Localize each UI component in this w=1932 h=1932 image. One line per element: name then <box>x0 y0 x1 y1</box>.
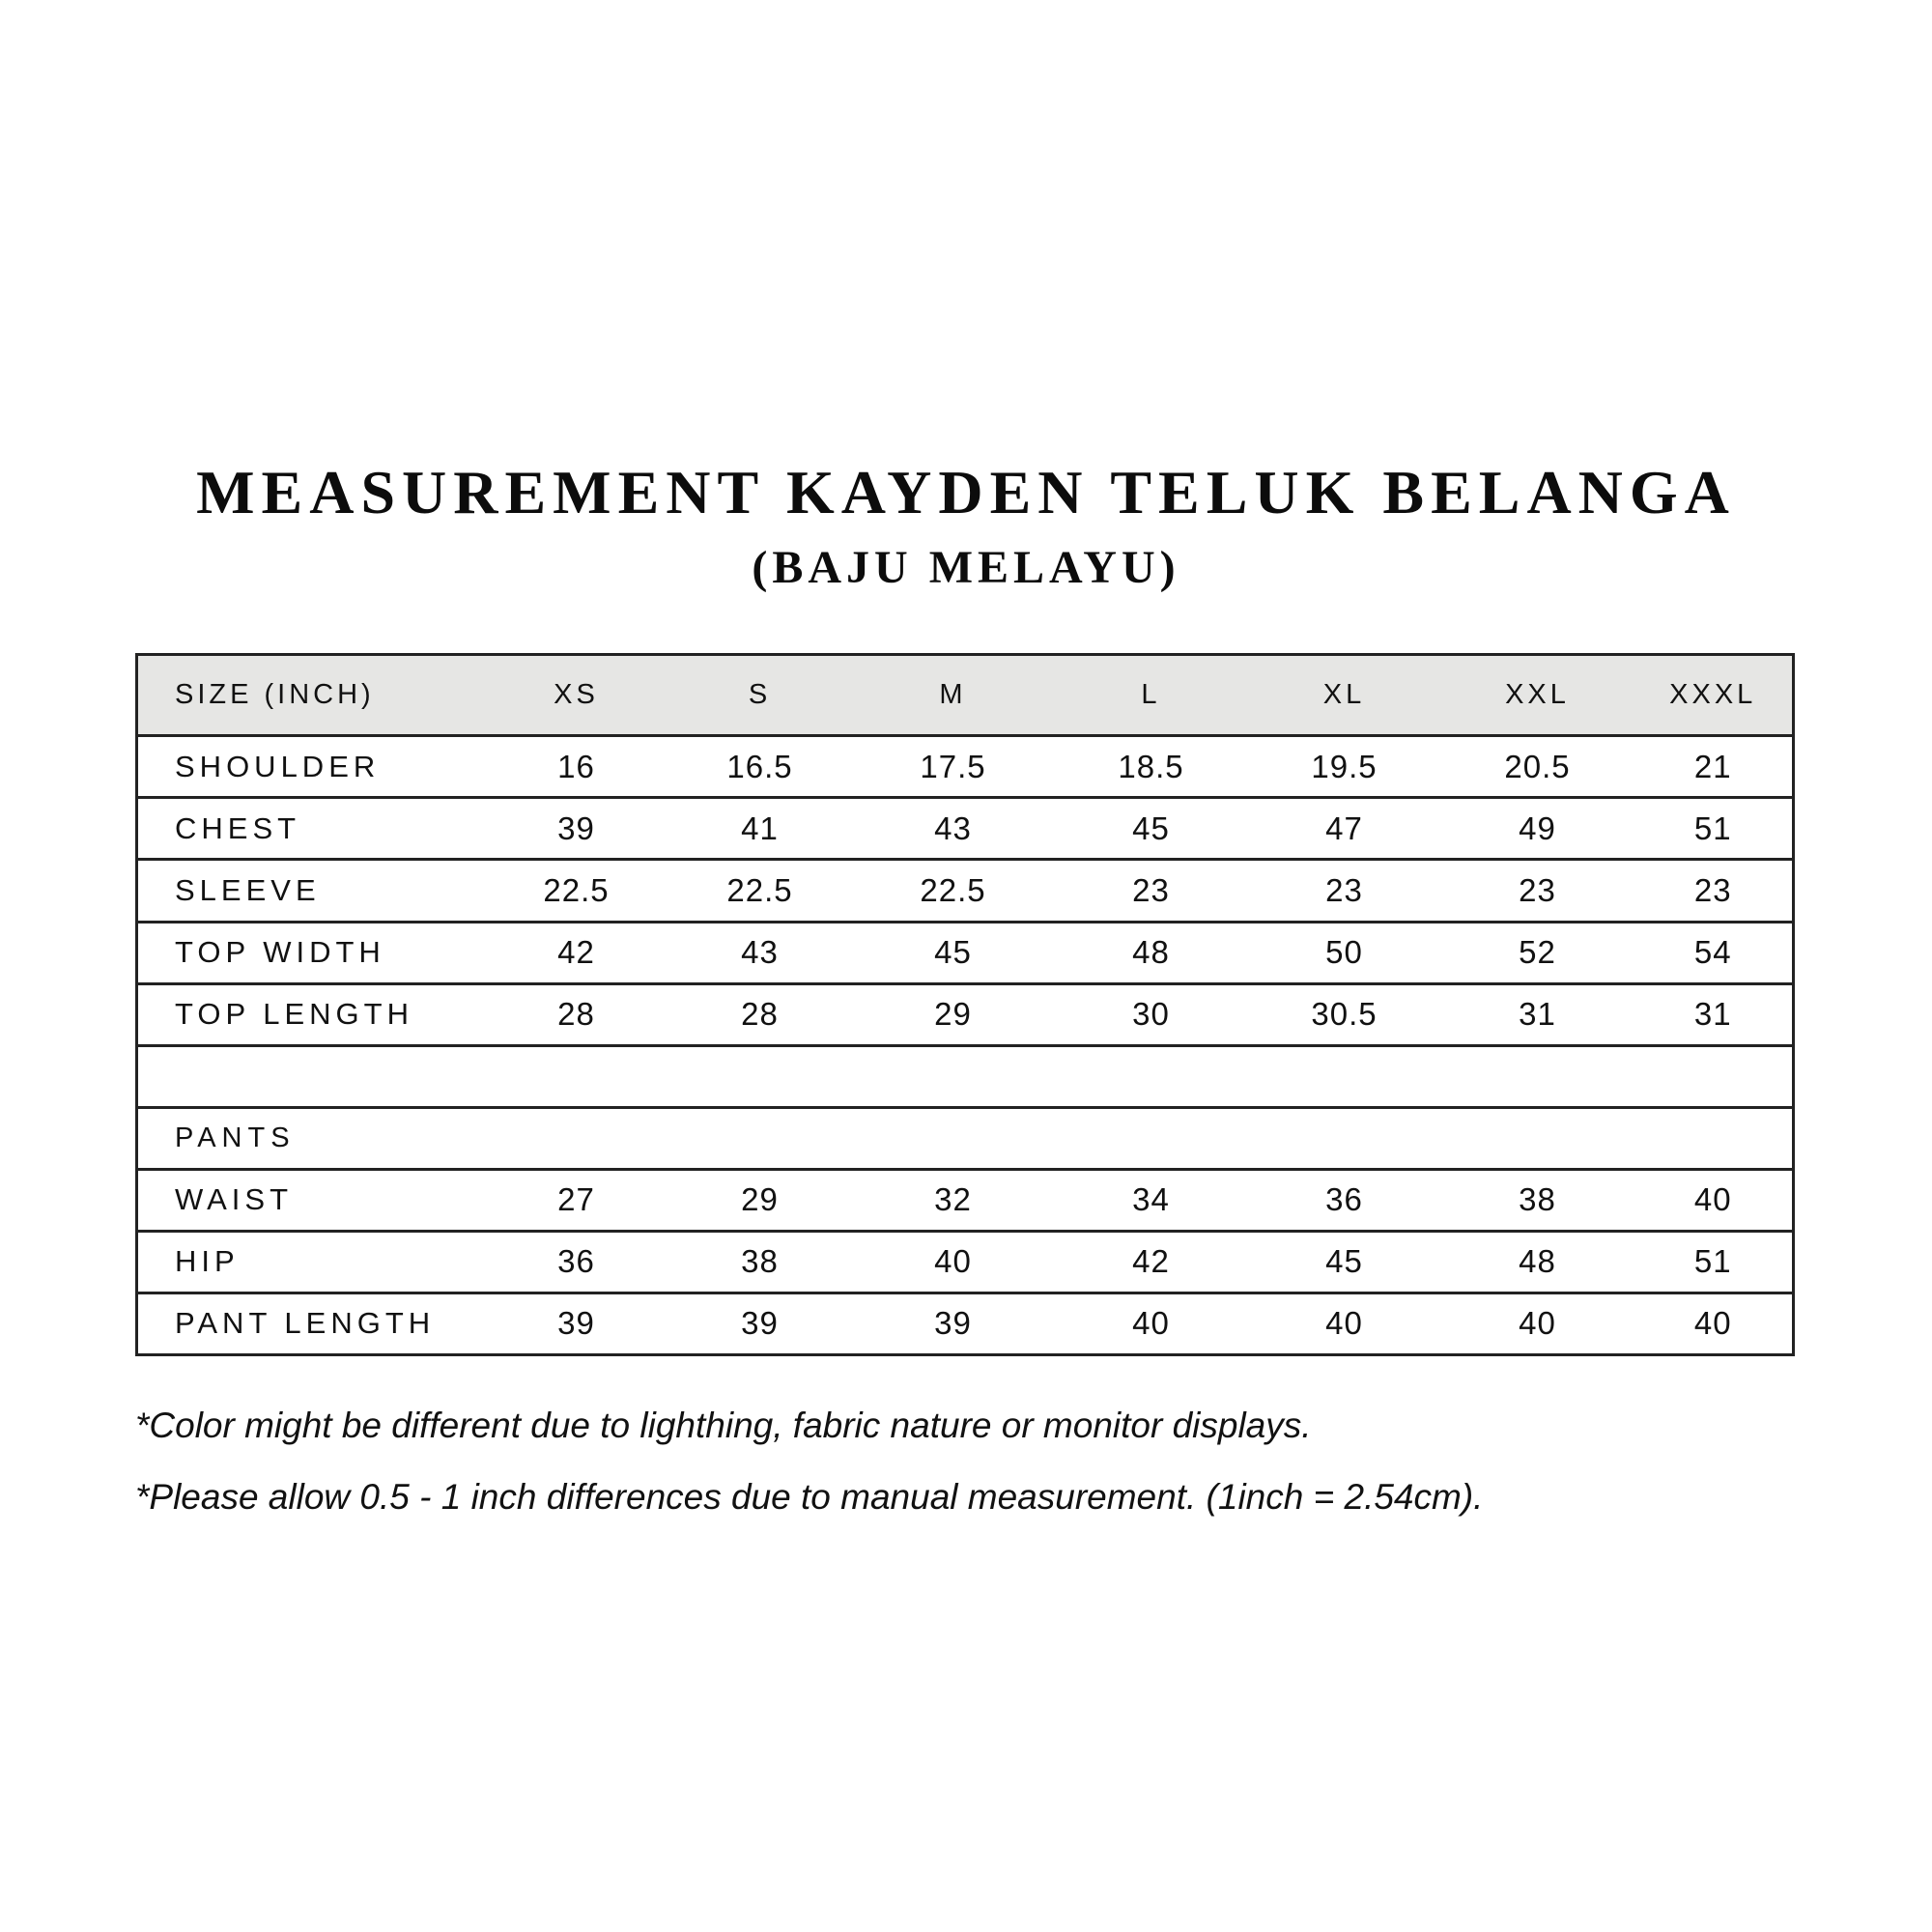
table-cell: 39 <box>852 1293 1055 1354</box>
table-cell: 39 <box>485 798 668 860</box>
table-cell: 20.5 <box>1441 736 1634 798</box>
footnotes <box>135 1401 1835 1544</box>
row-label: SHOULDER <box>137 736 485 798</box>
size-header: XXL <box>1441 655 1634 736</box>
table-cell: 23 <box>1634 860 1794 922</box>
size-header: S <box>668 655 852 736</box>
table-cell: 51 <box>1634 798 1794 860</box>
table-cell: 48 <box>1441 1231 1634 1293</box>
table-cell: 21 <box>1634 736 1794 798</box>
table-cell: 38 <box>1441 1169 1634 1231</box>
empty-spacer-cell <box>137 1045 1794 1107</box>
table-cell: 32 <box>852 1169 1055 1231</box>
table-header-row <box>137 655 1794 736</box>
table-cell: 17.5 <box>852 736 1055 798</box>
table-row-empty-spacer <box>137 1045 1794 1107</box>
table-cell: 52 <box>1441 922 1634 983</box>
table-cell: 29 <box>852 983 1055 1045</box>
table-row-chest <box>137 798 1794 860</box>
size-header: M <box>852 655 1055 736</box>
section-heading-pants: PANTS <box>137 1107 1794 1169</box>
table-cell: 45 <box>1055 798 1248 860</box>
row-label: CHEST <box>137 798 485 860</box>
measurement-tolerance-note: *Please allow 0.5 - 1 inch differences due to manual measurement. (1inch = 2.54cm). <box>135 1477 1484 1517</box>
table-cell: 28 <box>485 983 668 1045</box>
table-cell: 36 <box>1248 1169 1441 1231</box>
corner-label: SIZE (INCH) <box>137 655 485 736</box>
table-cell: 40 <box>1634 1293 1794 1354</box>
color-disclaimer-note: *Color might be different due to lighthing, fabric nature or monitor displays. <box>135 1406 1312 1445</box>
table-row-top-length <box>137 983 1794 1045</box>
table-cell: 30 <box>1055 983 1248 1045</box>
table-cell: 30.5 <box>1248 983 1441 1045</box>
table-cell: 23 <box>1055 860 1248 922</box>
size-header: L <box>1055 655 1248 736</box>
size-header: XXXL <box>1634 655 1794 736</box>
table-cell: 22.5 <box>852 860 1055 922</box>
table-cell: 34 <box>1055 1169 1248 1231</box>
table-cell: 39 <box>485 1293 668 1354</box>
table-cell: 23 <box>1441 860 1634 922</box>
table-cell: 43 <box>852 798 1055 860</box>
row-label: WAIST <box>137 1169 485 1231</box>
table-cell: 42 <box>485 922 668 983</box>
table-cell: 16.5 <box>668 736 852 798</box>
size-header: XL <box>1248 655 1441 736</box>
row-label: TOP LENGTH <box>137 983 485 1045</box>
table-cell: 18.5 <box>1055 736 1248 798</box>
table-cell: 23 <box>1248 860 1441 922</box>
size-chart-table <box>135 653 1795 1356</box>
row-label: TOP WIDTH <box>137 922 485 983</box>
table-row-section-pants <box>137 1107 1794 1169</box>
table-cell: 40 <box>1634 1169 1794 1231</box>
table-cell: 29 <box>668 1169 852 1231</box>
table-cell: 22.5 <box>668 860 852 922</box>
table-row-hip <box>137 1231 1794 1293</box>
table-cell: 49 <box>1441 798 1634 860</box>
table-cell: 50 <box>1248 922 1441 983</box>
table-cell: 39 <box>668 1293 852 1354</box>
table-cell: 27 <box>485 1169 668 1231</box>
table-cell: 48 <box>1055 922 1248 983</box>
table-cell: 31 <box>1441 983 1634 1045</box>
table-row-sleeve <box>137 860 1794 922</box>
table-cell: 45 <box>852 922 1055 983</box>
page-subtitle: (BAJU MELAYU) <box>752 542 1180 593</box>
row-label: PANT LENGTH <box>137 1293 485 1354</box>
table-cell: 43 <box>668 922 852 983</box>
table-row-pant-length <box>137 1293 1794 1354</box>
table-cell: 36 <box>485 1231 668 1293</box>
table-cell: 40 <box>1248 1293 1441 1354</box>
table-cell: 45 <box>1248 1231 1441 1293</box>
table-cell: 38 <box>668 1231 852 1293</box>
table-cell: 28 <box>668 983 852 1045</box>
table-cell: 40 <box>1441 1293 1634 1354</box>
table-cell: 47 <box>1248 798 1441 860</box>
row-label: SLEEVE <box>137 860 485 922</box>
table-cell: 22.5 <box>485 860 668 922</box>
table-cell: 54 <box>1634 922 1794 983</box>
row-label: HIP <box>137 1231 485 1293</box>
table-row-waist <box>137 1169 1794 1231</box>
table-cell: 40 <box>852 1231 1055 1293</box>
table-cell: 16 <box>485 736 668 798</box>
size-header: XS <box>485 655 668 736</box>
table-cell: 51 <box>1634 1231 1794 1293</box>
table-cell: 42 <box>1055 1231 1248 1293</box>
table-cell: 40 <box>1055 1293 1248 1354</box>
table-cell: 41 <box>668 798 852 860</box>
table-cell: 31 <box>1634 983 1794 1045</box>
table-cell: 19.5 <box>1248 736 1441 798</box>
table-row-shoulder <box>137 736 1794 798</box>
page-title: MEASUREMENT KAYDEN TELUK BELANGA <box>196 458 1736 526</box>
table-row-top-width <box>137 922 1794 983</box>
